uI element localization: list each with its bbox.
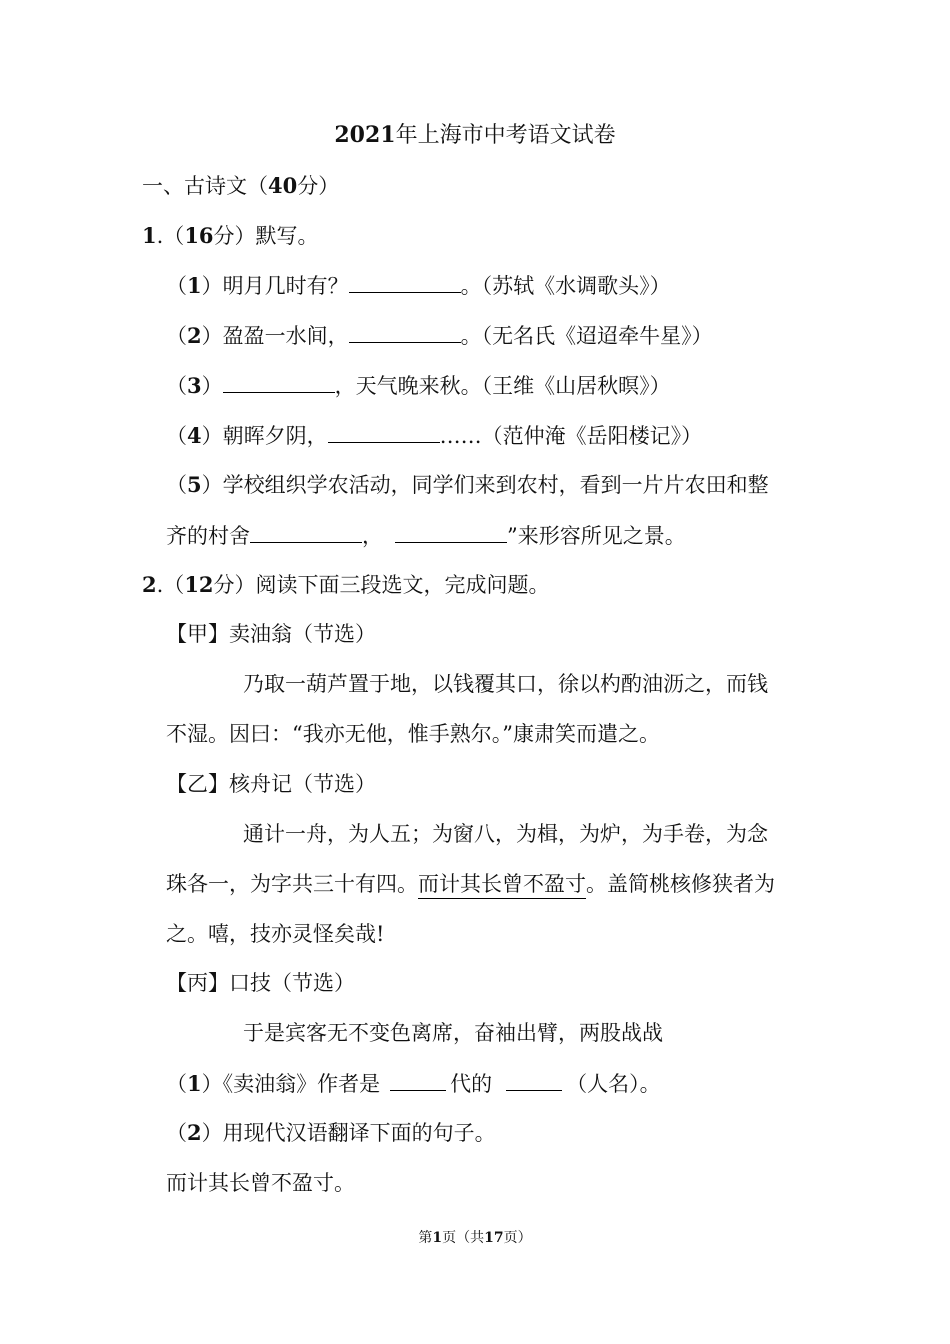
answer-blank[interactable] xyxy=(223,370,335,393)
passage-jia-heading: 【甲】卖油翁（节选） xyxy=(166,622,376,646)
answer-blank[interactable] xyxy=(250,520,362,543)
q1-item-1: （1）明月几时有？ 。（苏轼《水调歌头》） xyxy=(166,270,671,301)
translation-sentence: 而计其长曾不盈寸。 xyxy=(166,1171,355,1195)
passage-yi-line: 之。嘻，技亦灵怪矣哉! xyxy=(166,922,385,946)
passage-jia-line: 乃取一葫芦置于地，以钱覆其口，徐以杓酌油沥之，而钱 xyxy=(243,672,768,696)
passage-yi-heading: 【乙】核舟记（节选） xyxy=(166,772,376,796)
passage-yi-line: 通计一舟，为人五；为窗八，为楫，为炉，为手卷，为念 xyxy=(243,822,768,846)
passage-yi-line: 珠各一，为字共三十有四。而计其长曾不盈寸。盖简桃核修狭者为 xyxy=(166,869,775,899)
question-1-heading: 1.（16分）默写。 xyxy=(142,223,319,248)
section-heading: 一、古诗文（40分） xyxy=(142,173,340,198)
answer-blank[interactable] xyxy=(390,1068,446,1091)
page-title: 2021年上海市中考语文试卷 xyxy=(334,122,616,148)
q1-item-5-line1: （5）学校组织学农活动，同学们来到农村，看到一片片农田和整 xyxy=(166,472,769,497)
q1-item-2: （2）盈盈一水间， 。（无名氏《迢迢牵牛星》） xyxy=(166,320,713,351)
underlined-sentence: 而计其长曾不盈寸 xyxy=(418,872,586,899)
passage-jia-line: 不湿。因曰：“我亦无他，惟手熟尔。”康肃笑而遣之。 xyxy=(166,722,660,746)
question-2-heading: 2.（12分）阅读下面三段选文，完成问题。 xyxy=(142,572,550,597)
answer-blank[interactable] xyxy=(395,520,507,543)
q2-sub-2: （2）用现代汉语翻译下面的句子。 xyxy=(166,1120,496,1145)
answer-blank[interactable] xyxy=(349,270,461,293)
q1-item-4: （4）朝晖夕阴， ……（范仲淹《岳阳楼记》） xyxy=(166,420,702,451)
q1-item-5-line2: 齐的村舍 ， ”来形容所见之景。 xyxy=(166,520,686,551)
answer-blank[interactable] xyxy=(328,420,440,443)
passage-bing-heading: 【丙】口技（节选） xyxy=(166,971,355,995)
q1-item-3: （3） ，天气晚来秋。（王维《山居秋暝》） xyxy=(166,370,671,401)
passage-bing-line: 于是宾客无不变色离席，奋袖出臂，两股战战 xyxy=(243,1021,663,1045)
page-footer: 第1页（共17页） xyxy=(418,1230,532,1246)
answer-blank[interactable] xyxy=(506,1068,562,1091)
answer-blank[interactable] xyxy=(349,320,461,343)
q2-sub-1: （1）《卖油翁》作者是 代的 （人名）。 xyxy=(166,1068,661,1099)
